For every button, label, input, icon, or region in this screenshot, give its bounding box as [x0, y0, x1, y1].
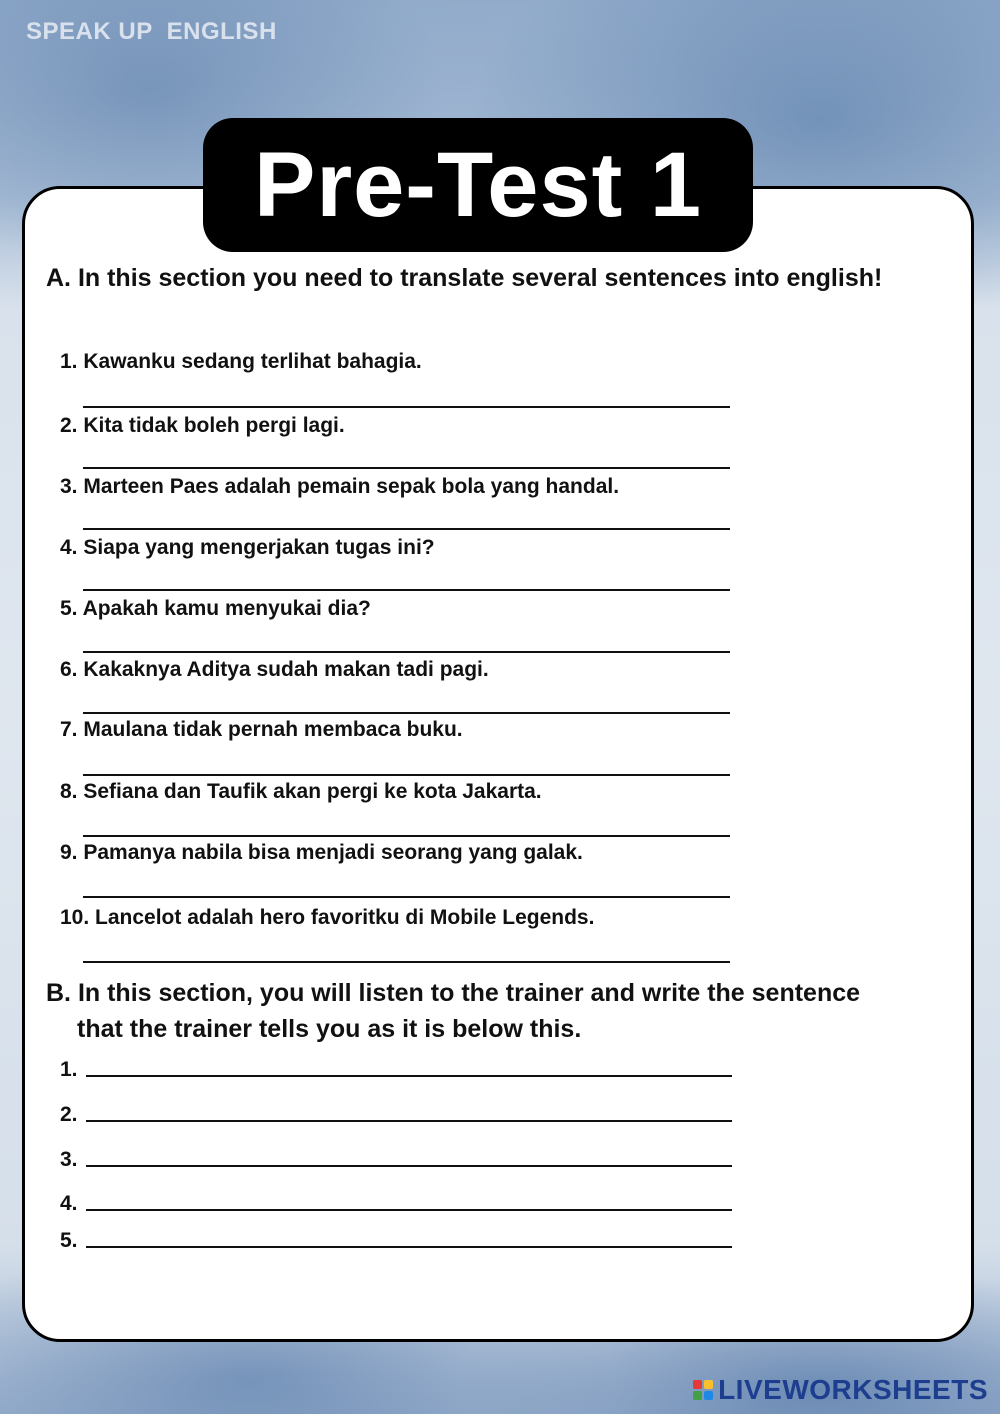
title-banner [203, 118, 753, 252]
listening-row-1[interactable] [60, 1058, 732, 1082]
question-6: 6. Kakaknya Aditya sudah makan tadi pagi. [60, 658, 489, 681]
listening-number: 3. [60, 1148, 78, 1171]
logo-square [704, 1380, 713, 1389]
answer-line-8[interactable] [83, 835, 730, 837]
liveworksheets-logo-icon [693, 1380, 713, 1400]
section-b-heading-line2: that the trainer tells you as it is below this. [77, 1015, 582, 1043]
answer-line-7[interactable] [83, 774, 730, 776]
section-b-heading [46, 975, 956, 1047]
question-8: 8. Sefiana dan Taufik akan pergi ke kota Jakarta. [60, 780, 542, 803]
listening-row-5[interactable] [60, 1229, 732, 1253]
question-9: 9. Pamanya nabila bisa menjadi seorang yang galak. [60, 841, 583, 864]
answer-line-3[interactable] [83, 528, 730, 530]
listening-answer-line[interactable] [86, 1246, 732, 1248]
answer-line-4[interactable] [83, 589, 730, 591]
answer-line-10[interactable] [83, 961, 730, 963]
listening-answer-line[interactable] [86, 1209, 732, 1211]
question-7: 7. Maulana tidak pernah membaca buku. [60, 718, 463, 741]
question-10: 10. Lancelot adalah hero favoritku di Mobile Legends. [60, 906, 595, 929]
answer-line-9[interactable] [83, 896, 730, 898]
listening-number: 2. [60, 1103, 78, 1126]
question-5: 5. Apakah kamu menyukai dia? [60, 597, 371, 620]
listening-answer-line[interactable] [86, 1165, 732, 1167]
section-a-heading: A. In this section you need to translate several sentences into english! [46, 264, 883, 292]
answer-line-1[interactable] [83, 406, 730, 408]
brand-label: SPEAK UP ENGLISH [26, 18, 277, 45]
listening-number: 4. [60, 1192, 78, 1215]
answer-line-6[interactable] [83, 712, 730, 714]
question-1: 1. Kawanku sedang terlihat bahagia. [60, 350, 422, 373]
answer-line-5[interactable] [83, 651, 730, 653]
logo-square [704, 1391, 713, 1400]
listening-row-2[interactable] [60, 1103, 732, 1127]
listening-number: 5. [60, 1229, 78, 1252]
listening-number: 1. [60, 1058, 78, 1081]
liveworksheets-watermark [693, 1374, 988, 1406]
question-4: 4. Siapa yang mengerjakan tugas ini? [60, 536, 435, 559]
watermark-text: LIVEWORKSHEETS [718, 1374, 988, 1405]
question-3: 3. Marteen Paes adalah pemain sepak bola yang handal. [60, 475, 620, 498]
listening-row-4[interactable] [60, 1192, 732, 1216]
section-b-heading-line1: B. In this section, you will listen to the trainer and write the sentence [46, 979, 861, 1007]
listening-answer-line[interactable] [86, 1075, 732, 1077]
page-title: Pre-Test 1 [253, 134, 703, 236]
logo-square [693, 1391, 702, 1400]
answer-line-2[interactable] [83, 467, 730, 469]
listening-answer-line[interactable] [86, 1120, 732, 1122]
listening-row-3[interactable] [60, 1148, 732, 1172]
question-2: 2. Kita tidak boleh pergi lagi. [60, 414, 345, 437]
logo-square [693, 1380, 702, 1389]
